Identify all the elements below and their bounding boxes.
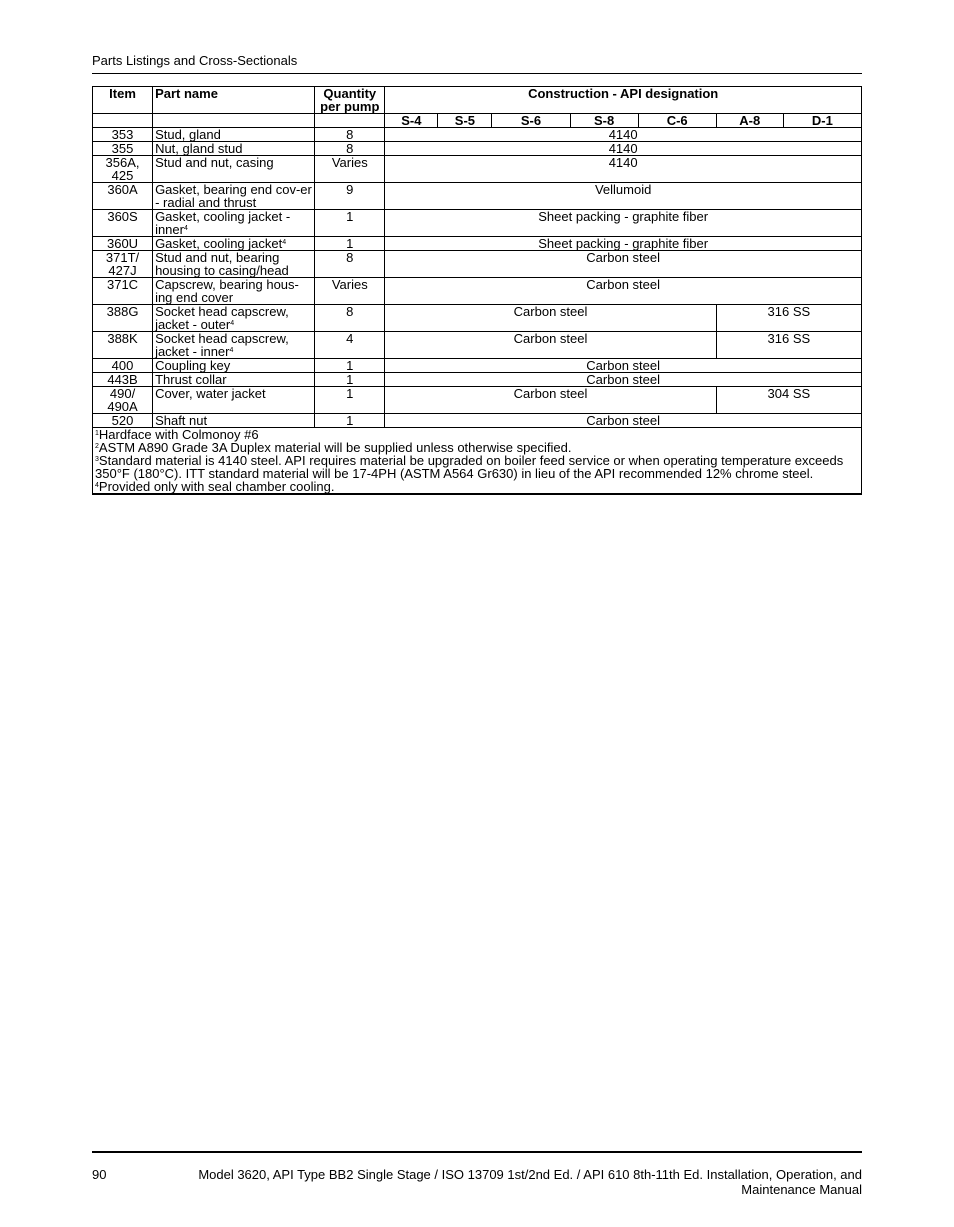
quantity: 1: [315, 210, 385, 237]
material-alt: 316 SS: [716, 332, 861, 359]
material-alt: 304 SS: [716, 387, 861, 414]
quantity: 1: [315, 359, 385, 373]
part-name: Stud and nut, casing: [153, 156, 315, 183]
item-number: 400: [93, 359, 153, 373]
item-number: 490/ 490A: [93, 387, 153, 414]
material: Carbon steel: [385, 332, 716, 359]
part-name: Cover, water jacket: [153, 387, 315, 414]
material: Carbon steel: [385, 305, 716, 332]
table-row: [93, 237, 862, 251]
part-name: Nut, gland stud: [153, 142, 315, 156]
item-number: 443B: [93, 373, 153, 387]
table-row: [93, 359, 862, 373]
table-row: [93, 210, 862, 237]
material: 4140: [385, 156, 862, 183]
part-name: Shaft nut: [153, 414, 315, 428]
quantity: 1: [315, 387, 385, 414]
part-name: Gasket, bearing end cov-er - radial and thrust: [153, 183, 315, 210]
table-row: [93, 142, 862, 156]
designation-s5: S-5: [438, 114, 492, 128]
quantity: 1: [315, 414, 385, 428]
table-row: [93, 373, 862, 387]
item-number: 388K: [93, 332, 153, 359]
designation-s6: S-6: [492, 114, 570, 128]
notes-row: [93, 428, 862, 494]
designation-s4: S-4: [385, 114, 438, 128]
item-number: 360S: [93, 210, 153, 237]
col-header-construction: Construction - API designation: [385, 87, 862, 114]
quantity: Varies: [315, 156, 385, 183]
designation-row: [93, 114, 862, 128]
col-header-quantity: Quantity per pump: [315, 87, 385, 114]
table-row: [93, 183, 862, 210]
section-title: Parts Listings and Cross-Sectionals: [92, 53, 298, 68]
table-row: [93, 305, 862, 332]
designation-c6: C-6: [638, 114, 716, 128]
material: 4140: [385, 128, 862, 142]
quantity: 4: [315, 332, 385, 359]
material: Carbon steel: [385, 414, 862, 428]
material-alt: 316 SS: [716, 305, 861, 332]
material: Carbon steel: [385, 251, 862, 278]
col-header-item: Item: [93, 87, 153, 114]
material: Vellumoid: [385, 183, 862, 210]
footnote-ref: 4: [230, 320, 235, 327]
material: Carbon steel: [385, 387, 716, 414]
table-row: [93, 278, 862, 305]
header-row: [93, 87, 862, 114]
part-name: Socket head capscrew, jacket - outer$^4$: [153, 305, 315, 332]
material: Carbon steel: [385, 278, 862, 305]
footnote-ref: 4: [282, 239, 287, 246]
item-number: 371C: [93, 278, 153, 305]
material: Carbon steel: [385, 359, 862, 373]
page-number: 90: [92, 1167, 107, 1182]
part-name: Gasket, cooling jacket - inner$^4$: [153, 210, 315, 237]
table-row: [93, 387, 862, 414]
table-row: [93, 332, 862, 359]
footer-divider: [92, 1151, 862, 1153]
item-number: 371T/ 427J: [93, 251, 153, 278]
manual-title: Model 3620, API Type BB2 Single Stage / ISO 13709 1st/2nd Ed. / API 610 8th-11th Ed. Installation, Operation, and Maintenance Manual: [198, 1167, 862, 1197]
part-name: Socket head capscrew, jacket - inner$^4$: [153, 332, 315, 359]
footnote-ref: 4: [183, 225, 188, 232]
material: Sheet packing - graphite fiber: [385, 237, 862, 251]
material: 4140: [385, 142, 862, 156]
quantity: 1: [315, 373, 385, 387]
item-number: 355: [93, 142, 153, 156]
footnotes: [93, 428, 862, 494]
quantity: 9: [315, 183, 385, 210]
footnote: $^1$Hardface with Colmonoy #6: [95, 427, 259, 442]
part-name: Stud, gland: [153, 128, 315, 142]
item-number: 356A, 425: [93, 156, 153, 183]
footnote: $^4$Provided only with seal chamber cooling.: [95, 479, 335, 494]
quantity: 8: [315, 251, 385, 278]
table-row: [93, 251, 862, 278]
part-name: Capscrew, bearing hous-ing end cover: [153, 278, 315, 305]
material: Sheet packing - graphite fiber: [385, 210, 862, 237]
footnote: $^3$Standard material is 4140 steel. API requires material be upgraded on boiler feed service or when operating temperature exceeds 350°F (180°C). ITT standard material will be 17-4PH (ASTM A564 Gr630) in lieu of the API recommended 12% chrome steel.: [95, 453, 844, 481]
item-number: 388G: [93, 305, 153, 332]
col-header-part-name: Part name: [153, 87, 315, 114]
quantity: 8: [315, 128, 385, 142]
part-name: Coupling key: [153, 359, 315, 373]
table-row: [93, 156, 862, 183]
parts-table: [92, 86, 862, 495]
item-number: 520: [93, 414, 153, 428]
part-name: Thrust collar: [153, 373, 315, 387]
parts-rows: [93, 128, 862, 428]
table-row: [93, 414, 862, 428]
header-divider: [92, 73, 862, 74]
quantity: 8: [315, 142, 385, 156]
item-number: 360U: [93, 237, 153, 251]
part-name: Stud and nut, bearing housing to casing/head: [153, 251, 315, 278]
footnote-ref: 4: [229, 347, 234, 354]
designation-d1: D-1: [783, 114, 861, 128]
quantity: 1: [315, 237, 385, 251]
item-number: 353: [93, 128, 153, 142]
item-number: 360A: [93, 183, 153, 210]
footnote: $^2$ASTM A890 Grade 3A Duplex material will be supplied unless otherwise specified.: [95, 440, 572, 455]
quantity: Varies: [315, 278, 385, 305]
material: Carbon steel: [385, 373, 862, 387]
quantity: 8: [315, 305, 385, 332]
designation-a8: A-8: [716, 114, 783, 128]
designation-s8: S-8: [570, 114, 638, 128]
table-row: [93, 128, 862, 142]
part-name: Gasket, cooling jacket$^4$: [153, 237, 315, 251]
